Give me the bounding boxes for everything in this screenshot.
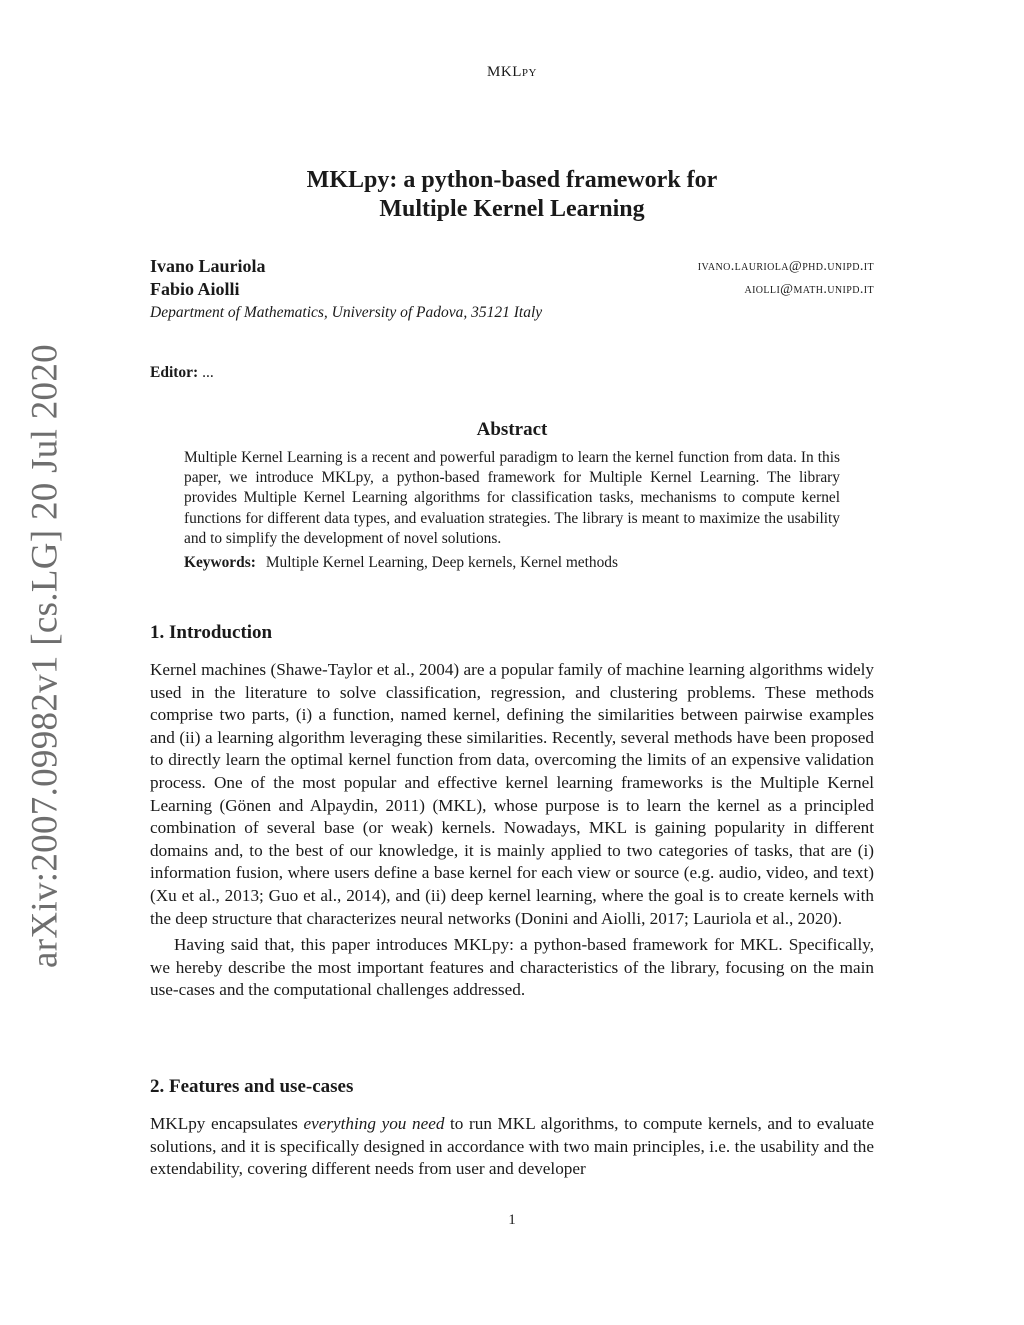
author-email-1: ivano.lauriola@phd.unipd.it xyxy=(697,259,874,274)
intro-paragraph-1: Kernel machines (Shawe-Taylor et al., 2004) are a popular family of machine learning algorithms widely used in the literature to solve classification, regression, and clustering problems. These methods comprise two parts, (i) a function, named kernel, defining the similarities between pairwise examples and (ii) a learning algorithm leveraging these similarities. Recently, several methods have been proposed to directly learn the optimal kernel function from data, overcoming the limits of an expensive validation process. One of the most popular and effective kernel learning frameworks is the Multiple Kernel Learning (Gönen and Alpaydin, 2011) (MKL), whose purpose is to learn the kernel as a principled combination of several base (or weak) kernels. Nowadays, MKL is gaining popularity in different domains and, to the best of our knowledge, it is mainly applied to two categories of tasks, that are (i) information fusion, where users define a base kernel for each view or source (e.g. audio, video, and text) (Xu et al., 2013; Guo et al., 2014), and (ii) deep kernel learning, where the goal is to create kernels with the deep structure that characterizes neural networks (Donini and Aiolli, 2017; Lauriola et al., 2020). xyxy=(150,660,874,928)
page-number: 1 xyxy=(508,1212,516,1228)
author-name-1: Ivano Lauriola xyxy=(150,256,266,276)
features-text-emphasis: everything you need xyxy=(303,1114,445,1133)
features-text-after: to run MKL algorithms, to compute kernels, and to evaluate solutions, and it is specifically designed in accordance with two main principles, i.e. the usability and the extendability, covering different needs from user and developer xyxy=(150,1114,874,1179)
keywords-line xyxy=(184,553,840,573)
title-line-2: Multiple Kernel Learning xyxy=(379,196,645,222)
features-text-before: MKLpy encapsulates xyxy=(150,1114,304,1133)
arxiv-identifier-text: arXiv:2007.09982v1 [cs.LG] 20 Jul 2020 xyxy=(24,344,66,968)
keywords-label: Keywords: xyxy=(184,554,256,572)
abstract-heading: Abstract xyxy=(476,419,548,440)
paper-title xyxy=(0,166,1024,224)
features-body xyxy=(150,1113,874,1181)
keywords-value: Multiple Kernel Learning, Deep kernels, Kernel methods xyxy=(265,554,618,572)
author-name-2: Fabio Aiolli xyxy=(150,279,240,299)
title-line-1: MKLpy: a python-based framework for xyxy=(306,167,718,193)
section-heading-introduction: 1. Introduction xyxy=(150,622,273,643)
affiliation: Department of Mathematics, University of Padova, 35121 Italy xyxy=(150,304,543,321)
editor-line xyxy=(150,364,214,382)
arxiv-identifier-stamp xyxy=(20,344,70,968)
introduction-body xyxy=(150,659,874,1002)
features-paragraph-1 xyxy=(150,1113,874,1181)
intro-paragraph-2: Having said that, this paper introduces MKLpy: a python-based framework for MKL. Specifically, we hereby describe the most important features and characteristics of the library, focusing on the main use-cases and the computational challenges addressed. xyxy=(150,935,874,1000)
editor-value: ... xyxy=(202,364,214,381)
running-head: MKLpy xyxy=(487,64,537,80)
abstract-text: Multiple Kernel Learning is a recent and powerful paradigm to learn the kernel function from data. In this paper, we introduce MKLpy, a python-based framework for Multiple Kernel Learning. The library provides Multiple Kernel Learning algorithms for classification tasks, mechanisms to compute kernel functions for different data types, and evaluation strategies. The library is meant to maximize the usability and to simplify the development of novel solutions. xyxy=(184,449,840,547)
abstract-body xyxy=(184,448,840,573)
editor-label: Editor: xyxy=(150,364,199,381)
section-heading-features: 2. Features and use-cases xyxy=(150,1076,354,1097)
author-email-2: aiolli@math.unipd.it xyxy=(744,282,874,297)
